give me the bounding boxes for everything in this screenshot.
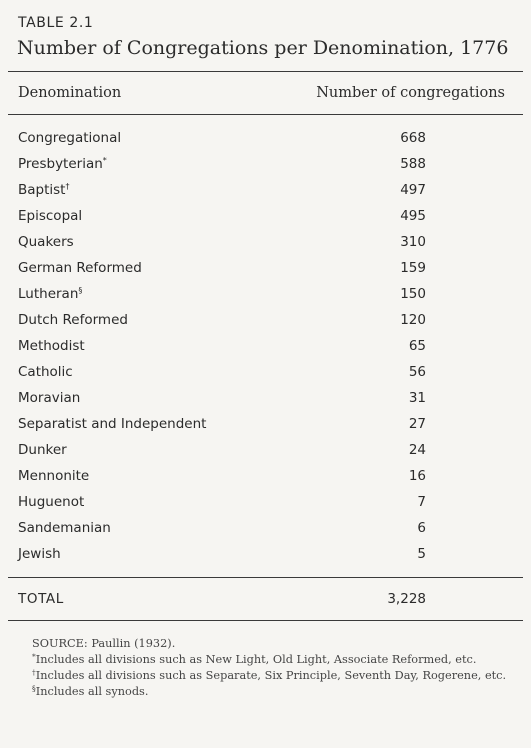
denomination-name	[18, 156, 107, 172]
denomination-name	[18, 520, 111, 536]
denomination-name-text: Huguenot	[18, 494, 85, 510]
column-header-count: Number of congregations	[316, 85, 505, 101]
congregation-count: 668	[400, 130, 426, 146]
table-row	[0, 231, 531, 257]
congregation-count: 150	[400, 286, 426, 302]
table-title: Number of Congregations per Denomination, 1776	[17, 37, 509, 59]
denomination-name	[18, 260, 142, 276]
congregation-count: 120	[400, 312, 426, 328]
denomination-name	[18, 182, 69, 198]
table-notes	[18, 636, 512, 700]
table-row	[0, 543, 531, 569]
denomination-name-text: Catholic	[18, 364, 73, 380]
footnote-mark: §	[32, 684, 36, 693]
denomination-name	[18, 442, 67, 458]
denomination-name	[18, 416, 206, 432]
congregation-count: 495	[400, 208, 426, 224]
table-row	[0, 309, 531, 335]
denomination-name-text: Separatist and Independent	[18, 416, 207, 432]
congregation-count: 27	[408, 416, 426, 432]
congregation-count: 6	[417, 520, 426, 536]
table-row	[0, 361, 531, 387]
table-row	[0, 179, 531, 205]
congregation-count: 16	[408, 468, 426, 484]
table-row	[0, 283, 531, 309]
denomination-name-text: Quakers	[18, 234, 74, 250]
denomination-name-text: Methodist	[18, 338, 85, 354]
denomination-name-text: Lutheran	[18, 286, 79, 302]
table-row	[0, 127, 531, 153]
denomination-name-text: Congregational	[18, 130, 122, 146]
footnote-mark: §	[78, 286, 83, 295]
table-row	[0, 465, 531, 491]
denomination-name-text: Episcopal	[18, 208, 83, 224]
footnote-mark: †	[65, 182, 70, 191]
denomination-name	[18, 364, 73, 380]
footnote-text: Includes all synods.	[35, 685, 149, 698]
total-row	[0, 590, 531, 612]
table-row	[0, 439, 531, 465]
denomination-name-text: Baptist	[18, 182, 66, 198]
congregation-count: 7	[417, 494, 426, 510]
footnote-mark: *	[32, 652, 36, 661]
denomination-name	[18, 338, 85, 354]
source-note: SOURCE: Paullin (1932).	[32, 637, 176, 650]
bottom-rule	[8, 620, 523, 621]
denomination-name-text: Jewish	[18, 546, 61, 562]
footnote	[18, 652, 512, 668]
footnote-text: Includes all divisions such as Separate, Six Principle, Seventh Day, Rogerene, etc.	[35, 669, 507, 682]
denomination-name-text: Moravian	[18, 390, 81, 406]
denomination-name-text: Sandemanian	[18, 520, 111, 536]
congregation-count: 65	[408, 338, 426, 354]
footnote-text: Includes all divisions such as New Light, Old Light, Associate Reformed, etc.	[35, 653, 477, 666]
table-row	[0, 257, 531, 283]
table-row	[0, 205, 531, 231]
denomination-name-text: Dutch Reformed	[18, 312, 128, 328]
denomination-name-text: Dunker	[18, 442, 67, 458]
denomination-name	[18, 546, 61, 562]
denomination-name-text: German Reformed	[18, 260, 142, 276]
denomination-name-text: Mennonite	[18, 468, 90, 484]
footnote	[18, 668, 512, 684]
denomination-name	[18, 312, 128, 328]
footnote-list	[18, 652, 512, 700]
congregation-count: 5	[417, 546, 426, 562]
congregation-count: 588	[400, 156, 426, 172]
table-row	[0, 517, 531, 543]
denomination-name-text: Presbyterian	[18, 156, 103, 172]
table-row	[0, 387, 531, 413]
table-row	[0, 413, 531, 439]
congregation-count: 159	[400, 260, 426, 276]
table-row	[0, 153, 531, 179]
column-header-denomination: Denomination	[18, 85, 122, 101]
header-rule	[8, 114, 523, 115]
total-label: TOTAL	[18, 591, 64, 607]
footnote	[18, 684, 512, 700]
table-body	[0, 127, 531, 569]
congregation-count: 24	[408, 442, 426, 458]
table-row	[0, 335, 531, 361]
denomination-name	[18, 234, 74, 250]
denomination-name	[18, 390, 80, 406]
congregation-count: 497	[400, 182, 426, 198]
table-label: TABLE 2.1	[18, 15, 94, 31]
pre-total-rule	[8, 577, 523, 578]
denomination-name	[18, 286, 82, 302]
table-row	[0, 491, 531, 517]
denomination-name	[18, 468, 89, 484]
denomination-name	[18, 208, 82, 224]
footnote-mark: †	[32, 668, 36, 677]
denomination-name	[18, 494, 84, 510]
total-value: 3,228	[387, 591, 426, 607]
congregation-count: 310	[400, 234, 426, 250]
footnote-mark: *	[102, 156, 107, 165]
denomination-name	[18, 130, 121, 146]
top-rule	[8, 71, 523, 72]
congregation-count: 56	[408, 364, 426, 380]
congregation-count: 31	[408, 390, 426, 406]
